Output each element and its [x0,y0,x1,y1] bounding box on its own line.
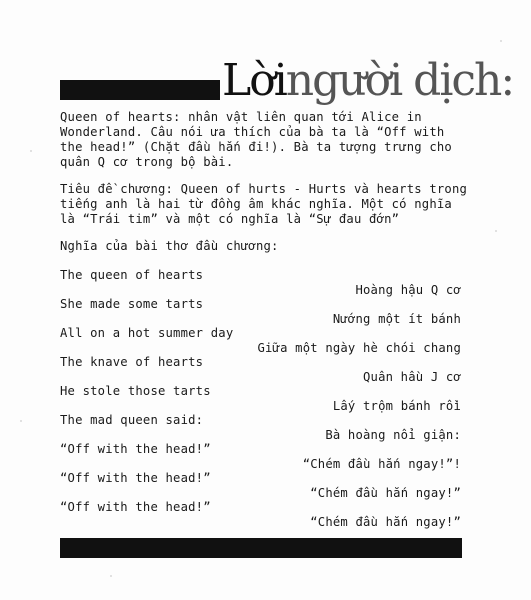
poem-english-line: She made some tarts [60,297,204,311]
poem-english-line: He stole those tarts [60,384,211,398]
title-word-rest: người dịch: [285,55,514,106]
poem-english-line: All on a hot summer day [60,326,234,340]
paragraph-queen-of-hearts: Queen of hearts: nhân vật liên quan tới Alice in Wonderland. Câu nói ưa thích của bà ta là “Off with the head!” (Chặt đầu hắn đi!). Bà ta tượng trưng cho quân Q cơ trong bộ bài. [60,110,460,169]
poem-vietnamese-line: Giữa một ngày hè chói chang [257,341,461,355]
poem-english-line: “Off with the head!” [60,442,211,456]
poem-english-line: The queen of hearts [60,268,204,282]
poem-vietnamese-line: Lấy trộm bánh rồi [332,399,461,413]
paper-speck [20,420,22,422]
poem-english-line: “Off with the head!” [60,471,211,485]
poem-vietnamese-line: Bà hoàng nổi giận: [325,428,461,442]
poem-english-line: “Off with the head!” [60,500,211,514]
page-title [222,56,513,106]
poem-vietnamese-line: “Chém đầu hắn ngay!”! [302,457,461,471]
poem-vietnamese-line: Nướng một ít bánh [332,312,461,326]
paper-speck [495,230,497,232]
paragraph-chapter-title: Tiêu đề chương: Queen of hurts - Hurts và hearts trong tiếng anh là hai từ đồng âm khác nghĩa. Một có nghĩa là “Trái tim” và một có nghĩa là “Sự đau đớn” [60,182,475,226]
paper-speck [30,150,32,152]
poem-vietnamese-line: “Chém đầu hắn ngay!” [310,486,461,500]
poem-english-line: The knave of hearts [60,355,204,369]
poem-vietnamese-line: “Chém đầu hắn ngay!” [310,515,461,529]
paper-speck [110,575,112,577]
poem-vietnamese-line: Hoàng hậu Q cơ [355,283,461,297]
poem-vietnamese-line: Quân hầu J cơ [363,370,461,384]
bottom-bar [60,538,462,558]
title-bar [60,80,220,100]
paragraph-poem-intro: Nghĩa của bài thơ đầu chương: [60,239,279,253]
paper-speck [500,40,502,42]
poem-english-line: The mad queen said: [60,413,204,427]
title-word-loi: Lời [222,55,286,106]
